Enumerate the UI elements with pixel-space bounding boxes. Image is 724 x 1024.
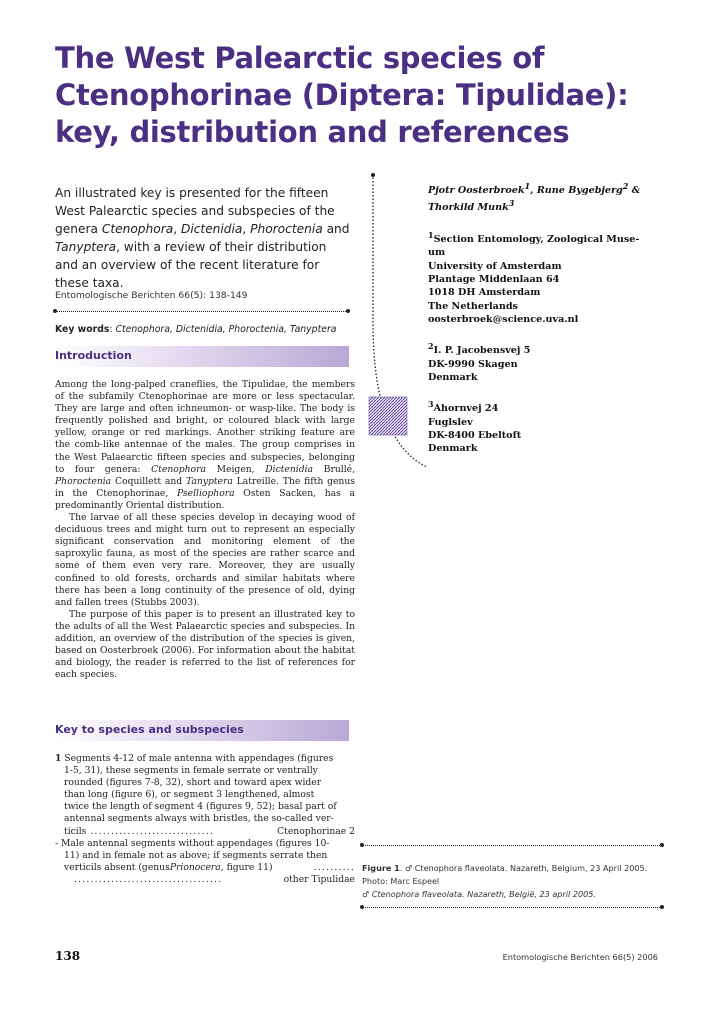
address-line: Denmark [428,372,478,384]
divider [55,311,348,312]
key-line: than long (figure 6), or segment 3 lengthened, almost [64,789,315,801]
decorative-square [369,397,407,435]
address-line: University of Amsterdam [428,260,562,272]
key-line: - Male antennal segments without appendages (figures 10- [55,837,330,849]
author-name: Pjotr Oosterbroek [428,185,525,197]
citation: Entomologische Berichten 66(5): 138-149 [55,290,248,301]
address-line: Denmark [428,443,478,455]
paragraph-text: Latreille. The fifth genus in the Ctenophorinae, [55,475,355,499]
paragraph-text: Meigen, [205,463,266,475]
key-result: Ctenophorinae 2 [277,825,355,837]
key-leader-dots: .......... [313,861,355,873]
address-line: Plantage Middenlaan 64 [428,274,560,286]
divider [362,845,662,846]
section-bar-introduction [55,346,349,367]
address-line: 1018 DH Amsterdam [428,287,541,299]
affiliation-mark: 3 [428,399,434,410]
address-text: I. P. Jacobensvej 5 [433,345,531,357]
affiliation-mark: 1 [524,181,531,191]
keywords [55,324,355,335]
affiliation-mark: 3 [508,198,515,209]
address-text: Ahornvej 24 [433,403,499,415]
key-result: other Tipulidae [283,873,355,885]
abstract-text: An illustrated key is presented for the fifteen West Palearctic species and subspecies of the genera [55,186,335,236]
address-3 [428,398,668,455]
affiliation-mark: 2 [622,181,629,191]
key-line [55,826,355,838]
paragraph [55,379,355,512]
key-line [55,874,355,886]
keywords-separator: : [109,324,116,335]
identification-key [55,753,355,886]
running-footer: Entomologische Berichten 66(5) 2006 [502,952,658,962]
address-line: um [428,247,446,259]
photo-credit: Photo: Marc Espeel [362,876,440,886]
abstract-text: , [242,222,251,236]
key-line: rounded (figures 7-8, 32), short and toward apex wider [64,777,322,789]
address-line: DK-8400 Ebeltoft [428,430,522,442]
key-leader-dots: .................................... [74,873,223,885]
key-text: Segments 4-12 of male antenna with appendages (figures [64,753,334,764]
key-text: , figure 11) [220,861,273,873]
caption-translation: ♂ Ctenophora flaveolata. Nazareth, België, 23 april 2005. [362,889,596,899]
email-address: oosterbroek@science.uva.nl [428,313,579,325]
abstract-text: , with a review of their distribution and an overview of the recent literature for these taxa. [55,240,327,290]
key-line: twice the length of segment 4 (figures 9, 52); basal part of [64,801,337,813]
key-line [55,862,355,874]
decorative-arc [355,172,435,472]
paragraph-text: Osten Sacken, has a predominantly Oriental distribution. [55,487,355,511]
address-line [428,398,668,415]
key-line: 1-5, 31), these segments in female serrate or ventrally [64,765,318,777]
genus-name: Dictenidia [180,222,243,236]
address-line: DK-9990 Skagen [428,358,518,370]
paragraph-text: Coquillett and [111,475,186,487]
divider [362,907,662,908]
author-block [428,180,668,470]
address-text: Section Entomology, Zoological Muse- [433,234,640,246]
section-heading-introduction: Introduction [55,349,132,362]
address-1 [428,229,668,326]
paragraph-text: Brullé, [313,463,355,475]
genus-name: Pselliophora [176,487,235,499]
key-line: 11) and in female not as above; if segments serrate then [64,849,328,861]
abstract-text: and [322,222,350,236]
genus-name: Tanyptera [185,475,233,487]
caption-text: . ♂ Ctenophora flaveolata. Nazareth, Belgium, 23 April 2005. [399,863,648,873]
genus-name: Prionocera [169,861,221,873]
author-name: Thorkild Munk [428,202,509,214]
abstract-text: , [173,222,181,236]
key-line: antennal segments always with bristles, the so-called ver- [64,813,334,825]
genus-name: Tanyptera [55,240,117,254]
figure-caption [362,862,662,901]
address-line: Fuglslev [428,416,473,428]
figure-label: Figure 1 [362,863,400,873]
article-title: The West Palearctic species of Ctenophorinae (Diptera: Tipulidae): key, distribution and references [55,41,629,149]
key-text: ticils [64,825,87,837]
affiliation-mark: 2 [428,341,434,352]
genus-name: Phoroctenia [55,475,112,487]
page-number: 138 [55,949,81,963]
genus-name: Ctenophora [151,463,206,475]
abstract [55,184,353,292]
caption-line [362,862,662,875]
key-leader-dots: .............................. [90,825,214,837]
author-names [428,180,668,215]
author-separator: & [628,185,641,197]
paragraph: The larvae of all these species develop in decaying wood of deciduous trees and might turn out to represent an especially significant conservation and monitoring element of the saproxylic fauna, as most of the species are rather scarce and some of them even very rare. Moreover, they are usually confined to old forests, orchards and similar habitats where there has been a long continuity of the presence of old, dying and fallen trees (Stubbs 2003). [55,512,355,608]
author-name: , Rune Bygebjerg [530,185,623,197]
address-line [428,340,668,357]
address-line [428,229,668,246]
keywords-label: Key words [55,324,110,335]
introduction-body [55,379,355,681]
keywords-list: Ctenophora, Dictenidia, Phoroctenia, Tanyptera [115,324,337,335]
paragraph-text: Among the long-palped craneflies, the Tipulidae, the members of the subfamily Ctenophorinae are more or less spectacular. They are large and often ichneumon- or wasp-like. The body is frequently polished and bright, or coloured black with large yellow, orange or red markings. Another striking feature are the comb-like antennae of the males. The group comprises in the West Palaearctic fifteen species and subspecies, belonging to four genera: [55,379,355,475]
key-line [55,753,355,765]
paragraph: The purpose of this paper is to present an illustrated key to the adults of all the West Palaearctic species and subspecies. In addition, an overview of the distribution of the species is given, based on Oosterbroek (2006). For information about the habitat and biology, the reader is referred to the list of references for each species. [55,608,355,681]
section-heading-key: Key to species and subspecies [55,723,244,736]
key-couplet-number: 1 [55,753,62,764]
key-text: verticils absent (genus [64,861,170,873]
genus-name: Dictenidia [265,463,314,475]
affiliation-mark: 1 [428,229,434,240]
section-bar-key [55,720,349,741]
address-2 [428,340,668,384]
genus-name: Phoroctenia [250,222,323,236]
address-line: The Netherlands [428,300,518,312]
genus-name: Ctenophora [101,222,174,236]
